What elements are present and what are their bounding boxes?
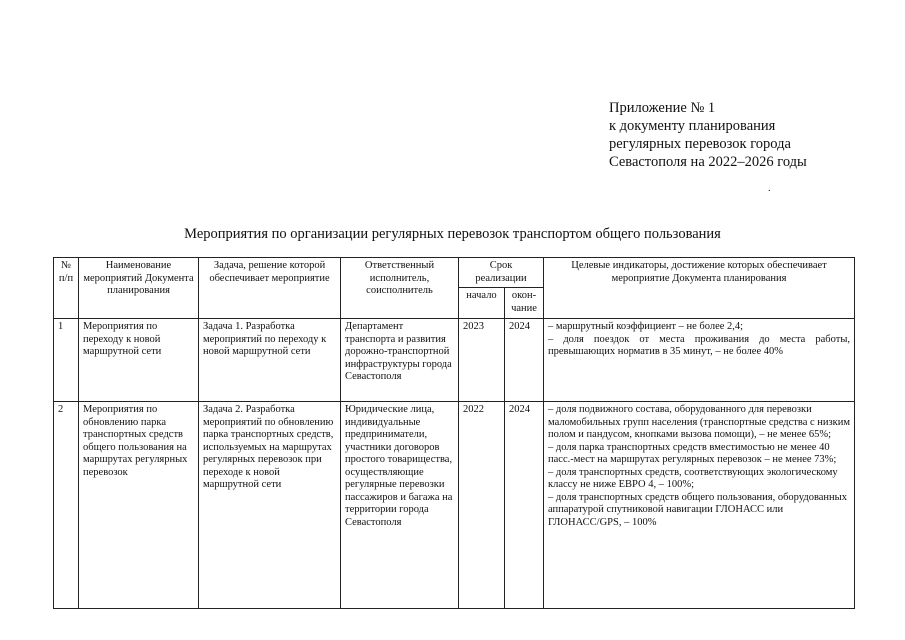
header-responsible: Ответственный исполнитель, соисполнитель bbox=[341, 258, 459, 319]
header-start: начало bbox=[459, 288, 505, 319]
row2-indicator-3: – доля транспортных средств, соответствующих экологическому классу не ниже ЕВРО 4, – 100%; bbox=[548, 466, 838, 490]
scan-speck: . bbox=[768, 183, 771, 194]
row1-end: 2024 bbox=[505, 319, 544, 402]
row2-task: Задача 2. Разработка мероприятий по обновлению парка транспортных средств, используемых на маршрутах регулярных перевозок при переходе к новой маршрутной сети bbox=[199, 402, 341, 609]
row2-end: 2024 bbox=[505, 402, 544, 609]
row2-indicator-4: – доля транспортных средств общего пользования, оборудованных аппаратурой спутниковой навигации ГЛОНАСС или ГЛОНАСС/GPS, – 100% bbox=[548, 491, 847, 528]
row1-indicators bbox=[544, 319, 855, 402]
document-title: Мероприятия по организации регулярных перевозок транспортом общего пользования bbox=[184, 226, 721, 242]
row1-name: Мероприятия по переходу к новой маршрутной сети bbox=[79, 319, 199, 402]
row2-num: 2 bbox=[54, 402, 79, 609]
row1-start: 2023 bbox=[459, 319, 505, 402]
row2-start: 2022 bbox=[459, 402, 505, 609]
row2-indicator-1: – доля подвижного состава, оборудованного для перевозки маломобильных групп населения (транспортные средства с низким полом и пандусом, кнопками вызова помощи), – не менее 65%; bbox=[548, 404, 851, 440]
header-term: Срок реализации bbox=[459, 258, 544, 288]
table-row bbox=[54, 319, 855, 402]
row1-indicator-1: – маршрутный коэффициент – не более 2,4; bbox=[548, 321, 744, 332]
row2-indicator-2: – доля парка транспортных средств вместимостью не менее 40 пасс.-мест на маршрутах регулярных перевозок – не менее 73%; bbox=[548, 441, 837, 465]
header-task: Задача, решение которой обеспечивает мероприятие bbox=[199, 258, 341, 319]
row1-num: 1 bbox=[54, 319, 79, 402]
header-num: № п/п bbox=[54, 258, 79, 319]
row1-indicator-2: – доля поездок от места проживания до места работы, превышающих норматив в 35 минут, – не более 40% bbox=[548, 333, 851, 357]
row1-task: Задача 1. Разработка мероприятий по переходу к новой маршрутной сети bbox=[199, 319, 341, 402]
table-row bbox=[54, 402, 855, 609]
appendix-line-2: к документу планирования bbox=[609, 118, 776, 134]
appendix-line-1: Приложение № 1 bbox=[609, 100, 716, 116]
header-end: окон-чание bbox=[505, 288, 544, 319]
measures-table bbox=[53, 257, 855, 609]
row2-indicators bbox=[544, 402, 855, 609]
row1-responsible: Департамент транспорта и развития дорожно-транспортной инфраструктуры города Севастополя bbox=[341, 319, 459, 402]
header-indicators: Целевые индикаторы, достижение которых обеспечивает мероприятие Документа планирования bbox=[544, 258, 855, 319]
row2-name: Мероприятия по обновлению парка транспортных средств общего пользования на маршрутах регулярных перевозок bbox=[79, 402, 199, 609]
appendix-block bbox=[609, 99, 807, 171]
appendix-line-4: Севастополя на 2022–2026 годы bbox=[609, 154, 807, 170]
header-name: Наименование мероприятий Документа планирования bbox=[79, 258, 199, 319]
table-header-row bbox=[54, 258, 855, 288]
row2-responsible: Юридические лица, индивидуальные предприниматели, участники договоров простого товарищества, осуществляющие регулярные перевозки пассажиров и багажа на территории города Севастополя bbox=[341, 402, 459, 609]
appendix-line-3: регулярных перевозок города bbox=[609, 136, 791, 152]
